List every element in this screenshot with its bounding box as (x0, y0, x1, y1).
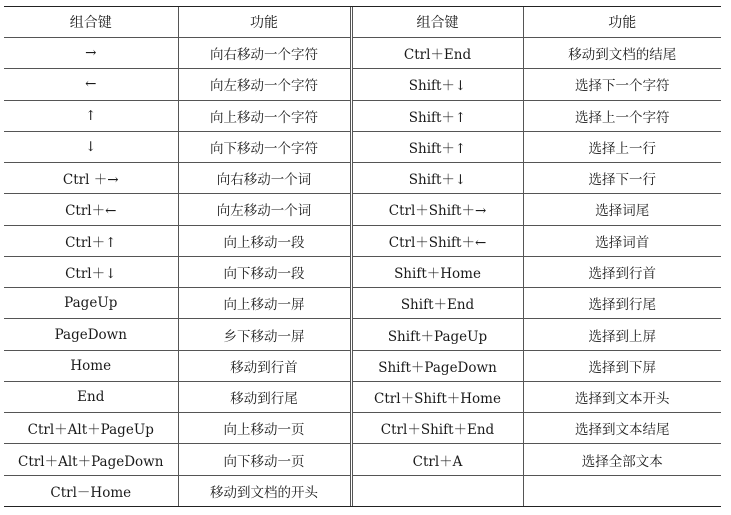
function-right-cell: 选择下一个字符 (523, 69, 721, 100)
table-row (4, 225, 721, 256)
function-left-cell: 向上移动一屏 (178, 288, 351, 319)
key-combo-right-cell: Ctrl＋Shift＋→ (351, 194, 523, 225)
key-combo-right-cell: Shift＋↓ (351, 69, 523, 100)
function-left-cell: 向右移动一个词 (178, 163, 351, 194)
function-right-cell: 选择到上屏 (523, 319, 721, 350)
function-left-cell: 向左移动一个词 (178, 194, 351, 225)
key-combo-left-cell: End (4, 381, 178, 412)
key-combo-right-cell: Shift＋PageDown (351, 350, 523, 381)
function-right-cell: 选择词首 (523, 225, 721, 256)
key-combo-right-cell: Shift＋End (351, 288, 523, 319)
function-left-cell: 乡下移动一屏 (178, 319, 351, 350)
key-combo-left-cell: Ctrl＋← (4, 194, 178, 225)
table-header-row (4, 7, 721, 38)
key-combo-left-cell: Ctrl＋↓ (4, 256, 178, 287)
key-combo-left-cell: PageDown (4, 319, 178, 350)
table-row (4, 38, 721, 69)
function-right-cell: 选择上一行 (523, 131, 721, 162)
table-body (4, 38, 721, 507)
header-key-combo-left: 组合键 (4, 7, 178, 38)
table-row (4, 475, 721, 506)
key-combo-left-cell: ↑ (4, 100, 178, 131)
function-left-cell: 向上移动一段 (178, 225, 351, 256)
key-combo-left-cell: PageUp (4, 288, 178, 319)
header-function-left: 功能 (178, 7, 351, 38)
key-combo-left-cell: Ctrl＋Alt＋PageDown (4, 444, 178, 475)
key-combo-left-cell: Home (4, 350, 178, 381)
table-row (4, 194, 721, 225)
key-combo-right-cell: Shift＋Home (351, 256, 523, 287)
table-row (4, 444, 721, 475)
table-row (4, 350, 721, 381)
function-right-cell (523, 475, 721, 506)
keyboard-shortcut-table (4, 7, 721, 506)
key-combo-left-cell: → (4, 38, 178, 69)
function-left-cell: 向下移动一页 (178, 444, 351, 475)
function-right-cell: 选择到行尾 (523, 288, 721, 319)
key-combo-right-cell: Ctrl＋Shift＋← (351, 225, 523, 256)
table-row (4, 256, 721, 287)
key-combo-right-cell: Shift＋PageUp (351, 319, 523, 350)
function-right-cell: 移动到文档的结尾 (523, 38, 721, 69)
function-right-cell: 选择到文本结尾 (523, 413, 721, 444)
function-left-cell: 向上移动一个字符 (178, 100, 351, 131)
function-right-cell: 选择全部文本 (523, 444, 721, 475)
header-key-combo-right: 组合键 (351, 7, 523, 38)
key-combo-right-cell: Shift＋↓ (351, 163, 523, 194)
table-row (4, 69, 721, 100)
key-combo-right-cell: Ctrl＋Shift＋Home (351, 381, 523, 412)
table-row (4, 163, 721, 194)
key-combo-right-cell (351, 475, 523, 506)
function-left-cell: 移动到行首 (178, 350, 351, 381)
function-right-cell: 选择到文本开头 (523, 381, 721, 412)
key-combo-left-cell: Ctrl＋Alt＋PageUp (4, 413, 178, 444)
function-right-cell: 选择词尾 (523, 194, 721, 225)
function-left-cell: 向右移动一个字符 (178, 38, 351, 69)
table-row (4, 100, 721, 131)
table-row (4, 381, 721, 412)
key-combo-left-cell: ↓ (4, 131, 178, 162)
shortcut-table-container (4, 6, 721, 507)
key-combo-left-cell: ← (4, 69, 178, 100)
table-row (4, 413, 721, 444)
key-combo-right-cell: Ctrl＋Shift＋End (351, 413, 523, 444)
key-combo-right-cell: Ctrl＋End (351, 38, 523, 69)
function-left-cell: 移动到文档的开头 (178, 475, 351, 506)
key-combo-right-cell: Shift＋↑ (351, 100, 523, 131)
function-left-cell: 移动到行尾 (178, 381, 351, 412)
function-left-cell: 向下移动一段 (178, 256, 351, 287)
function-left-cell: 向左移动一个字符 (178, 69, 351, 100)
key-combo-right-cell: Shift＋↑ (351, 131, 523, 162)
function-right-cell: 选择上一个字符 (523, 100, 721, 131)
key-combo-left-cell: Ctrl－Home (4, 475, 178, 506)
key-combo-right-cell: Ctrl＋A (351, 444, 523, 475)
function-left-cell: 向上移动一页 (178, 413, 351, 444)
key-combo-left-cell: Ctrl ＋→ (4, 163, 178, 194)
function-left-cell: 向下移动一个字符 (178, 131, 351, 162)
table-row (4, 131, 721, 162)
function-right-cell: 选择到行首 (523, 256, 721, 287)
function-right-cell: 选择到下屏 (523, 350, 721, 381)
function-right-cell: 选择下一行 (523, 163, 721, 194)
header-function-right: 功能 (523, 7, 721, 38)
key-combo-left-cell: Ctrl＋↑ (4, 225, 178, 256)
table-row (4, 288, 721, 319)
table-row (4, 319, 721, 350)
